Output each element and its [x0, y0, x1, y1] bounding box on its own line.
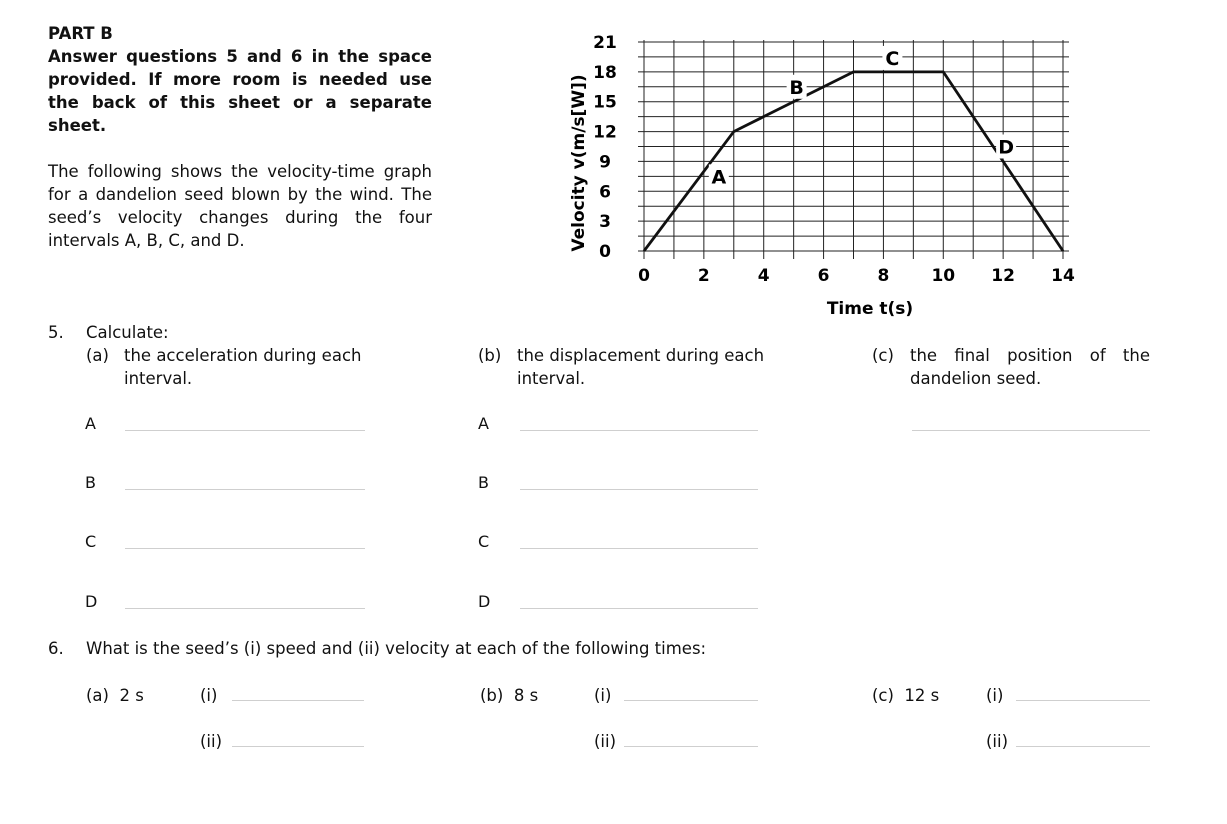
q5b-row-label: D [478, 592, 491, 611]
part-b-instructions: Answer questions 5 and 6 in the space provided. If more room is needed use the back of this sheet or a separate sheet. [48, 47, 432, 135]
q5b-row-label: C [478, 532, 490, 551]
q5a-marker: (a) [86, 346, 109, 365]
interval-label-a: A [711, 166, 727, 189]
q6-prompt: What is the seed’s (i) speed and (ii) velocity at each of the following times: [86, 639, 707, 658]
q6a-speed-answer-line[interactable] [232, 700, 364, 701]
q5b-row-label: A [478, 414, 489, 433]
q6b-label: (b) 8 s [480, 686, 539, 705]
y-tick-labels [593, 33, 617, 262]
part-b-title: PART B [48, 24, 113, 43]
y-tick-label: 0 [599, 242, 611, 262]
q5a-row-label: B [85, 473, 96, 492]
q5a-row-label: A [85, 414, 96, 433]
velocity-time-graph [555, 25, 1095, 325]
q5c-text: the final position of the dandelion seed. [910, 346, 1150, 388]
y-tick-label: 3 [599, 212, 611, 233]
q5a-answer-line-c[interactable] [125, 548, 365, 549]
y-axis-label: Velocity v(m/s[W]) [569, 74, 589, 252]
q6c-ii-label: (ii) [986, 732, 1009, 751]
q5b-text: the displacement during each interval. [517, 346, 765, 388]
x-tick-label: 14 [1051, 266, 1075, 286]
q5b-marker: (b) [478, 346, 502, 365]
q5b-answer-line-b[interactable] [520, 489, 758, 490]
intro-paragraph: The following shows the velocity-time graph for a dandelion seed blown by the wind. The seed’s velocity changes during the four intervals A, B, C, and D. [48, 162, 432, 250]
q6c-label: (c) 12 s [872, 686, 940, 705]
y-tick-label: 12 [593, 122, 617, 143]
q5b-answer-line-d[interactable] [520, 608, 758, 609]
q6b-i-label: (i) [594, 686, 612, 705]
x-tick-labels [638, 266, 1075, 286]
x-tick-label: 12 [991, 266, 1015, 286]
y-tick-label: 21 [593, 33, 617, 53]
q6b-velocity-answer-line[interactable] [624, 746, 758, 747]
q6a-label: (a) 2 s [86, 686, 144, 705]
q5a-row-label: C [85, 532, 97, 551]
q5a-answer-line-a[interactable] [125, 430, 365, 431]
q6a-i-label: (i) [200, 686, 218, 705]
q5c-marker: (c) [872, 346, 894, 365]
q6c-speed-answer-line[interactable] [1016, 700, 1150, 701]
q5b-answer-line-a[interactable] [520, 430, 758, 431]
q6-number: 6. [48, 639, 64, 658]
q5b-answer-line-c[interactable] [520, 548, 758, 549]
q5-prompt: Calculate: [86, 323, 169, 342]
y-tick-label: 9 [599, 152, 611, 173]
q5-number: 5. [48, 323, 64, 342]
x-tick-label: 0 [638, 266, 650, 286]
q6b-ii-label: (ii) [594, 732, 617, 751]
q6a-ii-label: (ii) [200, 732, 223, 751]
part-b-heading [48, 22, 432, 137]
x-tick-label: 8 [877, 266, 890, 286]
interval-label-b: B [789, 76, 804, 99]
q6c-i-label: (i) [986, 686, 1004, 705]
y-tick-label: 15 [593, 92, 617, 113]
x-tick-label: 2 [697, 266, 710, 286]
q6c-velocity-answer-line[interactable] [1016, 746, 1150, 747]
q5a-answer-line-d[interactable] [125, 608, 365, 609]
x-tick-label: 6 [817, 266, 830, 286]
q5a-row-label: D [85, 592, 98, 611]
q5b-row-label: B [478, 473, 489, 492]
x-tick-label: 4 [757, 266, 770, 286]
q5c-answer-line[interactable] [912, 430, 1150, 431]
interval-label-c: C [885, 47, 900, 70]
q5a-answer-line-b[interactable] [125, 489, 365, 490]
q6a-velocity-answer-line[interactable] [232, 746, 364, 747]
x-axis-label: Time t(s) [826, 299, 914, 319]
y-tick-label: 18 [593, 62, 617, 83]
y-tick-label: 6 [599, 182, 611, 203]
interval-label-d: D [998, 136, 1015, 159]
x-tick-label: 10 [931, 266, 956, 286]
q5a-text: the acceleration during each interval. [124, 346, 362, 388]
q6b-speed-answer-line[interactable] [624, 700, 758, 701]
